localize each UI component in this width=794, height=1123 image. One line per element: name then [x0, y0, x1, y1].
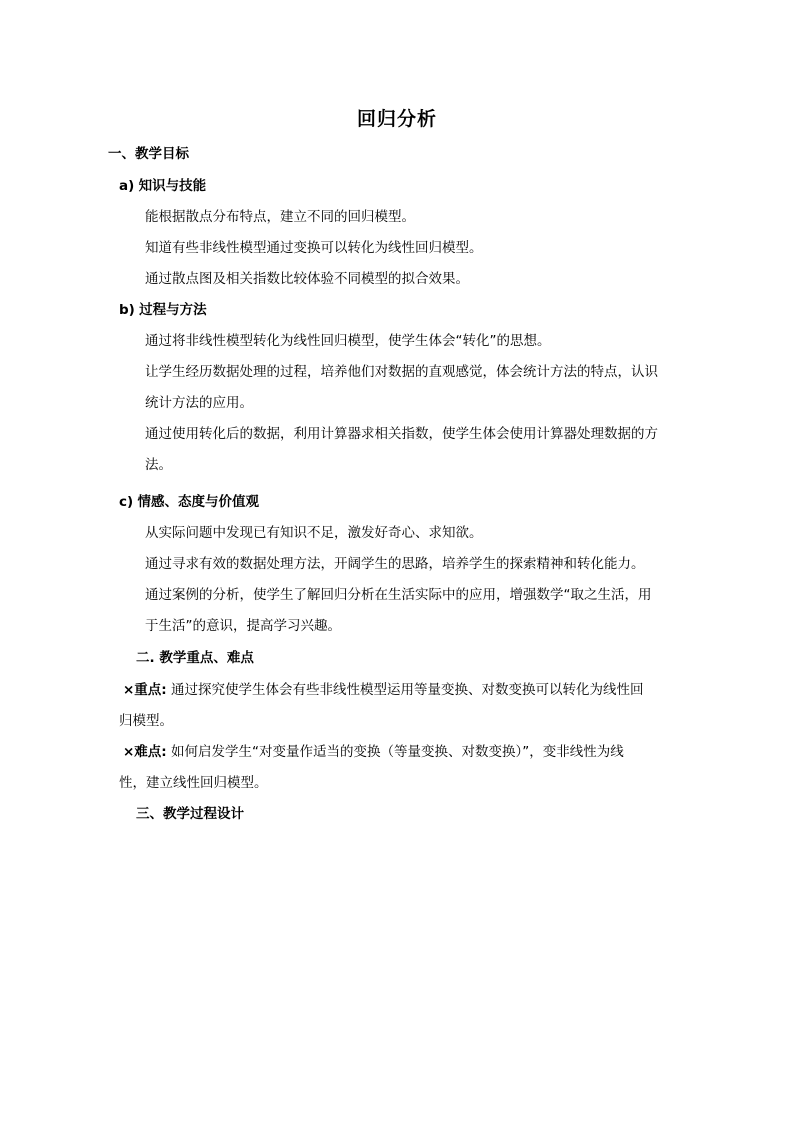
paragraph-line: 于生活”的意识，提高学习兴趣。	[145, 618, 341, 634]
document-title: 回归分析	[356, 108, 437, 130]
subsection-b-title: 过程与方法	[139, 302, 207, 318]
difficult-point-continuation: 性，建立线性回归模型。	[119, 775, 268, 791]
difficult-point-text: 如何启发学生“对变量作适当的变换（等量变换、对数变换）”，变非线性为线	[166, 744, 624, 760]
paragraph-line: 通过案例的分析，使学生了解回归分析在生活实际中的应用，增强数学“取之生活，用	[145, 587, 652, 603]
paragraph-line: 通过使用转化后的数据，利用计算器求相关指数，使学生体会使用计算器处理数据的方	[145, 426, 658, 442]
subsection-a-title: 知识与技能	[138, 178, 207, 194]
key-point-marker: ×重点:	[123, 682, 167, 698]
paragraph-line: 知道有些非线性模型通过变换可以转化为线性回归模型。	[145, 240, 483, 256]
subsection-a-heading	[119, 176, 206, 196]
paragraph-line: 让学生经历数据处理的过程，培养他们对数据的直观感觉，体会统计方法的特点，认识	[145, 364, 658, 380]
paragraph-line: 法。	[145, 457, 172, 473]
subsection-b-heading	[119, 300, 207, 320]
section-heading-process-design: 三、教学过程设计	[136, 806, 244, 822]
subsection-a-marker: a)	[119, 178, 135, 194]
paragraph-line: 统计方法的应用。	[145, 395, 253, 411]
paragraph-line: 通过将非线性模型转化为线性回归模型，使学生体会“转化”的思想。	[145, 333, 551, 349]
difficult-point-line	[123, 742, 624, 762]
paragraph-line: 从实际问题中发现已有知识不足，激发好奇心、求知欲。	[145, 525, 483, 541]
key-point-text: 通过探究使学生体会有些非线性模型运用等量变换、对数变换可以转化为线性回	[166, 682, 644, 698]
section-heading-objectives: 一、教学目标	[108, 146, 189, 162]
subsection-c-heading	[119, 492, 259, 512]
key-point-line	[123, 680, 644, 700]
paragraph-line: 通过散点图及相关指数比较体验不同模型的拟合效果。	[145, 271, 469, 287]
section-heading-key-points: 二. 教学重点、难点	[136, 650, 254, 666]
key-point-continuation: 归模型。	[119, 713, 173, 729]
subsection-c-marker: c)	[119, 494, 134, 510]
subsection-c-title: 情感、态度与价值观	[137, 494, 259, 510]
subsection-b-marker: b)	[119, 302, 135, 318]
paragraph-line: 通过寻求有效的数据处理方法，开阔学生的思路，培养学生的探索精神和转化能力。	[145, 556, 645, 572]
difficult-point-marker: ×难点:	[123, 744, 167, 760]
paragraph-line: 能根据散点分布特点，建立不同的回归模型。	[145, 209, 415, 225]
